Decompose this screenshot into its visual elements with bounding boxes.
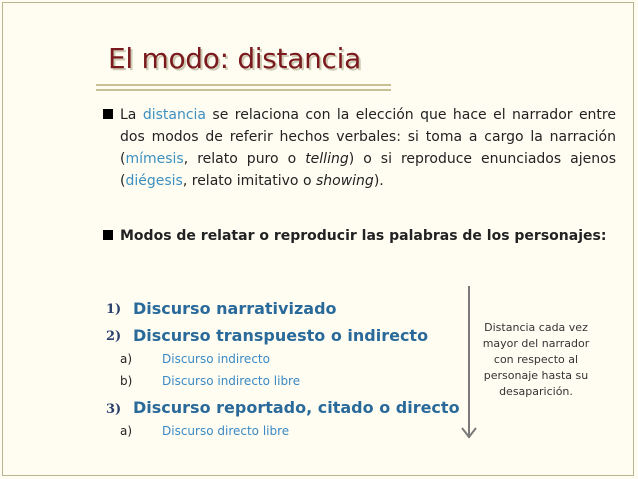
term-mimesis: mímesis <box>125 151 184 167</box>
term-showing: showing <box>315 173 374 189</box>
title-underline-2 <box>96 89 391 91</box>
list-item: Discurso reportado, citado o directo <box>133 398 460 417</box>
bullet-square-icon <box>103 109 113 119</box>
item-number: 2) <box>106 329 122 344</box>
subitem-letter: a) <box>120 424 133 438</box>
bullet-paragraph-2: Modos de relatar o reproducir las palabras de los personajes: <box>120 228 607 244</box>
sub-list-item: Discurso directo libre <box>162 424 290 438</box>
bullet-square-icon <box>103 230 113 240</box>
sub-list-item: Discurso indirecto libre <box>162 374 301 388</box>
slide-title: El modo: distancia <box>108 42 361 75</box>
subitem-letter: a) <box>120 352 133 366</box>
item-number: 3) <box>106 402 122 417</box>
subitem-letter: b) <box>120 374 133 388</box>
title-underline <box>96 84 391 86</box>
arrow-down-icon <box>460 426 478 440</box>
sub-list-item: Discurso indirecto <box>162 352 270 366</box>
term-distancia: distancia <box>142 107 206 123</box>
distance-note: Distancia cada vez mayor del narrador con respecto al personaje hasta su desaparición. <box>482 321 590 398</box>
list-item: Discurso narrativizado <box>133 299 337 318</box>
bullet-paragraph-1: La distancia se relaciona con la elección que hace el narrador entre dos modos de referir hechos verbales: si toma a cargo la narración (mímesis, relato puro o telling) o si reproduce enunciados ajenos (diégesis, relato imitativo o showing). <box>120 107 617 189</box>
item-number: 1) <box>106 302 122 317</box>
distance-arrow <box>468 286 470 438</box>
list-item: Discurso transpuesto o indirecto <box>133 326 429 345</box>
term-telling: telling <box>305 151 349 167</box>
term-diegesis: diégesis <box>125 173 183 189</box>
